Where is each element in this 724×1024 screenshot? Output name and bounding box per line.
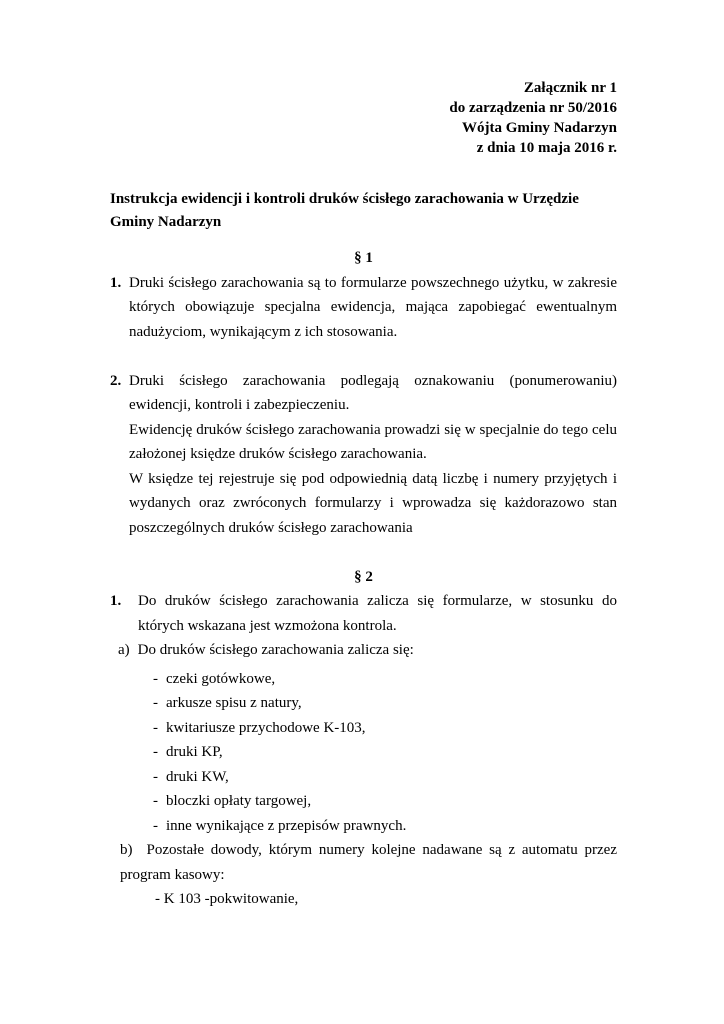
forms-dash-list [153, 667, 617, 839]
item-number: 2. [110, 372, 122, 389]
sub-item-a-text: Do druków ścisłego zarachowania zalicza się: [137, 642, 414, 658]
list-item-text: druki KP, [166, 744, 223, 760]
dash-marker: - [153, 817, 158, 834]
list-item-text: czeki gotówkowe, [166, 670, 276, 687]
dash-marker: - [153, 793, 158, 809]
paragraph: Druki ścisłego zarachowania podlegają oznakowaniu (ponumerowaniu) ewidencji, kontroli i zabezpieczeniu. [129, 372, 617, 413]
item-body [129, 369, 617, 541]
list-item-text: arkusze spisu z natury, [166, 695, 302, 711]
list-item [153, 765, 617, 790]
section-1-heading: § 1 [354, 250, 373, 266]
dash-marker: - [153, 744, 158, 760]
header-line-attachment-number: Załącznik nr 1 [523, 80, 617, 96]
list-item-text: inne wynikające z przepisów prawnych. [166, 817, 407, 834]
item-body [138, 589, 617, 638]
list-item [153, 716, 617, 741]
header-line-ordinance-number: do zarządzenia nr 50/2016 [449, 100, 617, 116]
attachment-header [110, 78, 617, 158]
list-item [153, 789, 617, 814]
paragraph: W księdze tej rejestruje się pod odpowiednią datą liczbę i numery przyjętych i wydanych oraz zwróconych formularzy i wprowadza się każdorazowo stan poszczególnych druków ścisłego zarachowania [129, 470, 617, 536]
list-item-text: kwitariusze przychodowe K-103, [166, 719, 366, 736]
section-2-heading: § 2 [354, 568, 373, 585]
section-1-item-2 [110, 369, 617, 541]
list-item [153, 667, 617, 692]
dash-marker: - [153, 719, 158, 736]
item-body [129, 271, 617, 345]
item-number: 1. [110, 274, 122, 291]
header-line-issuer: Wójta Gminy Nadarzyn [462, 120, 617, 136]
sub-item-b-label: b) [120, 842, 133, 858]
list-item [153, 691, 617, 716]
paragraph: Do druków ścisłego zarachowania zalicza się formularze, w stosunku do których wskazana jest wzmożona kontrola. [138, 593, 617, 634]
list-item-text: druki KW, [166, 768, 229, 785]
document-title: Instrukcja ewidencji i kontroli druków ścisłego zarachowania w Urzędzie Gminy Nadarzyn [110, 191, 579, 230]
header-line-date: z dnia 10 maja 2016 r. [476, 140, 617, 156]
sub-item-b-text: Pozostałe dowody, którym numery kolejne nadawane są z automatu przez program kasowy: [120, 842, 617, 883]
dash-marker: - [153, 695, 158, 711]
sub-item-b [120, 838, 617, 887]
paragraph: Druki ścisłego zarachowania są to formularze powszechnego użytku, w zakresie których obowiązuje specjalna ewidencja, mająca zapobiegać ewentualnym nadużyciom, wynikającym z ich stosowania. [129, 274, 617, 340]
section-1-item-1 [110, 271, 617, 345]
dash-marker: - [153, 670, 158, 687]
sub-item-a [118, 638, 617, 663]
item-number: 1. [110, 593, 122, 609]
section-2-item-1 [110, 589, 617, 638]
sub-item-a-label: a) [118, 642, 130, 658]
k103-line: - K 103 -pokwitowanie, [155, 891, 299, 907]
paragraph: Ewidencję druków ścisłego zarachowania prowadzi się w specjalnie do tego celu założonej księdze druków ścisłego zarachowania. [129, 421, 617, 462]
list-item [153, 740, 617, 765]
list-item-text: bloczki opłaty targowej, [166, 793, 312, 809]
list-item [153, 814, 617, 839]
dash-marker: - [153, 768, 158, 785]
